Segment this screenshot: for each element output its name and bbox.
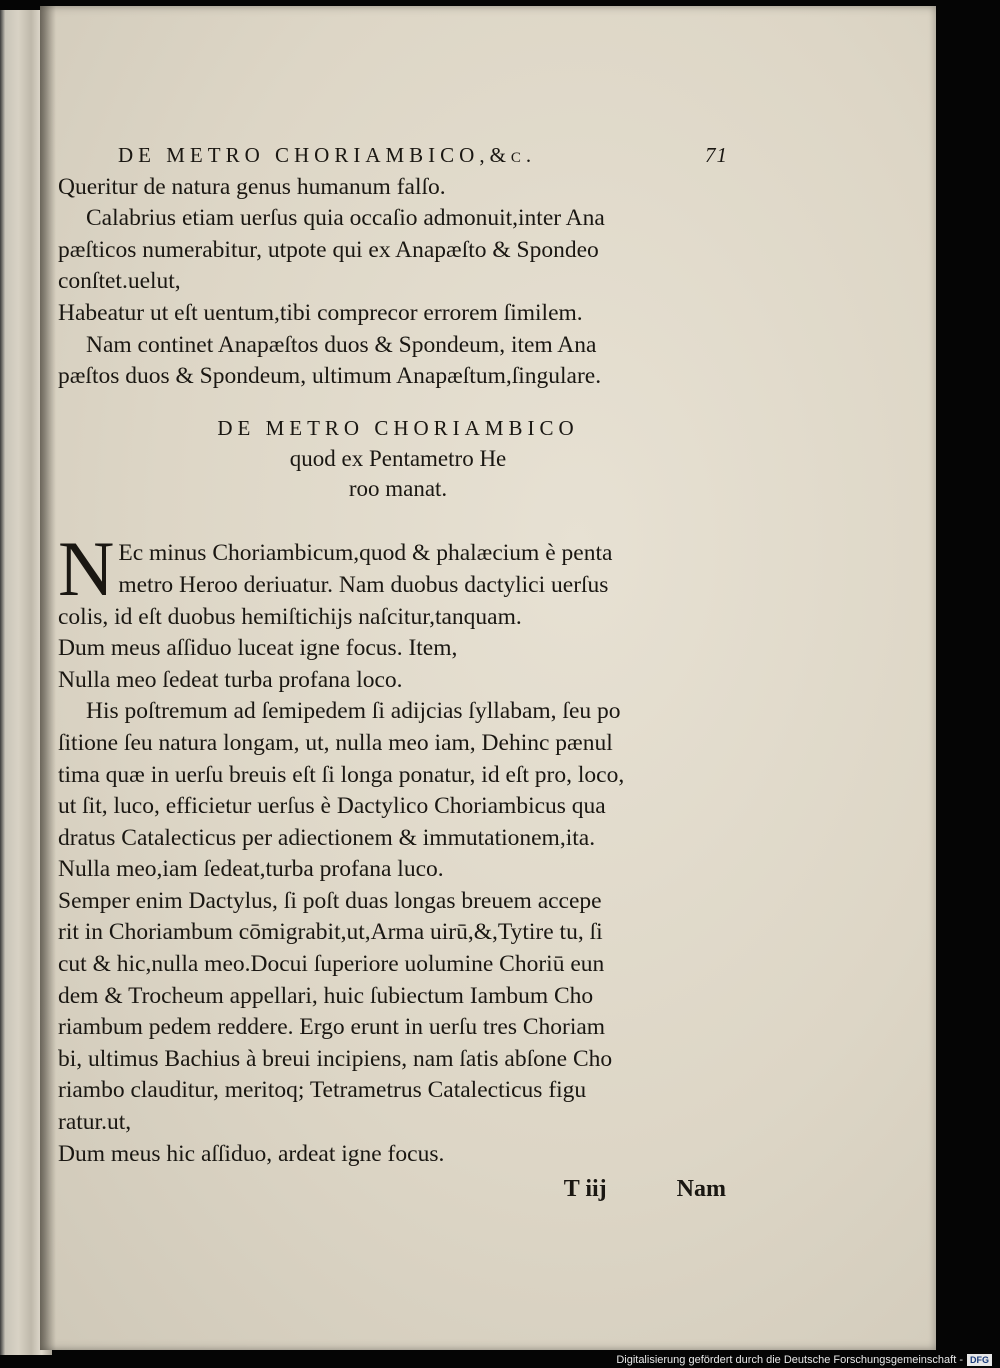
section-subheading-1: quod ex Pentametro He <box>289 446 507 472</box>
text-line: rit in Choriambum cōmigrabit,ut,Arma uirū,&,Tytire tu, ſi <box>58 919 603 946</box>
text-line: dem & Trocheum appellari, huic ſubiectum Iambum Cho <box>58 982 594 1009</box>
text-line: Habeatur ut eſt uentum,tibi comprecor errorem ſimilem. <box>58 299 583 326</box>
paragraph-1 <box>58 172 738 204</box>
text-line: ut ſit, luco, efficietur uerſus è Dactylico Choriambicus qua <box>58 793 606 820</box>
text-line: Nulla meo ſedeat turba profana loco. <box>58 666 403 693</box>
signature-mark: T iij <box>563 1176 607 1203</box>
text-line: ſitione ſeu natura longam, ut, nulla meo iam, Dehinc pænul <box>58 729 613 756</box>
text-line: Nulla meo,iam ſedeat,turba profana luco. <box>58 856 444 883</box>
text-line: riambo clauditur, meritoq; Tetrametrus Catalecticus figu <box>58 1077 587 1104</box>
text-line: Nam continet Anapæſtos duos & Spondeum, item Ana <box>86 331 597 358</box>
text-line: Queritur de natura genus humanum falſo. <box>58 173 446 200</box>
paragraph-3 <box>58 330 738 393</box>
section-heading: DE METRO CHORIAMBICO <box>217 415 579 440</box>
running-header <box>118 140 728 172</box>
text-line: tima quæ in uerſu breuis eſt ſi longa ponatur, id eſt pro, loco, <box>58 761 625 788</box>
text-line: conſtet.uelut, <box>58 268 181 295</box>
drop-cap: N <box>58 525 115 613</box>
text-line: Ec minus Choriambicum,quod & phalæcium è penta <box>118 540 613 567</box>
text-line: cut & hic,nulla meo.Docui ſuperiore uolumine Choriū eun <box>58 951 605 978</box>
page-gutter-shadow <box>40 6 56 1350</box>
text-line: metro Heroo deriuatur. Nam duobus dactylici uerſus <box>118 571 609 598</box>
text-line: Calabrius etiam uerſus quia occaſio admonuit,inter Ana <box>86 205 605 232</box>
running-title: DE METRO CHORIAMBICO,&c. <box>118 143 537 167</box>
text-line: riambum pedem reddere. Ergo erunt in uerſu tres Choriam <box>58 1014 606 1041</box>
text-line: Dum meus aſſiduo luceat igne focus. Item, <box>58 635 458 662</box>
text-line: Dum meus hic aſſiduo, ardeat igne focus. <box>58 1140 445 1167</box>
digitization-credit <box>616 1354 992 1366</box>
text-line: pæſticos numerabitur, utpote qui ex Anapæſto & Spondeo <box>58 236 599 263</box>
text-line: Semper enim Dactylus, ſi poſt duas longas breuem accepe <box>58 887 602 914</box>
catchword-line <box>58 1174 726 1206</box>
text-line: bi, ultimus Bachius à breui incipiens, nam ſatis abſone Cho <box>58 1045 613 1072</box>
page-number: 71 <box>705 143 728 167</box>
paragraph-2 <box>58 203 738 329</box>
page-text <box>58 140 738 1206</box>
text-line: ratur.ut, <box>58 1109 132 1136</box>
text-line: dratus Catalecticus per adiectionem & immutationem,ita. <box>58 824 596 851</box>
text-line: colis, id eſt duobus hemiſtichijs naſcitur,tanquam. <box>58 603 522 630</box>
dfg-logo: DFG <box>967 1354 992 1366</box>
paragraph-4 <box>58 525 738 696</box>
credit-text: Digitalisierung gefördert durch die Deutsche Forschungsgemeinschaft - <box>616 1354 963 1366</box>
paragraph-5 <box>58 696 738 1170</box>
text-line: pæſtos duos & Spondeum, ultimum Anapæſtum,ſingulare. <box>58 363 602 390</box>
section-subheading-2: roo manat. <box>348 476 448 502</box>
text-line: His poſtremum ad ſemipedem ſi adijcias ſyllabam, ſeu po <box>86 698 621 725</box>
catchword: Nam <box>676 1176 726 1203</box>
